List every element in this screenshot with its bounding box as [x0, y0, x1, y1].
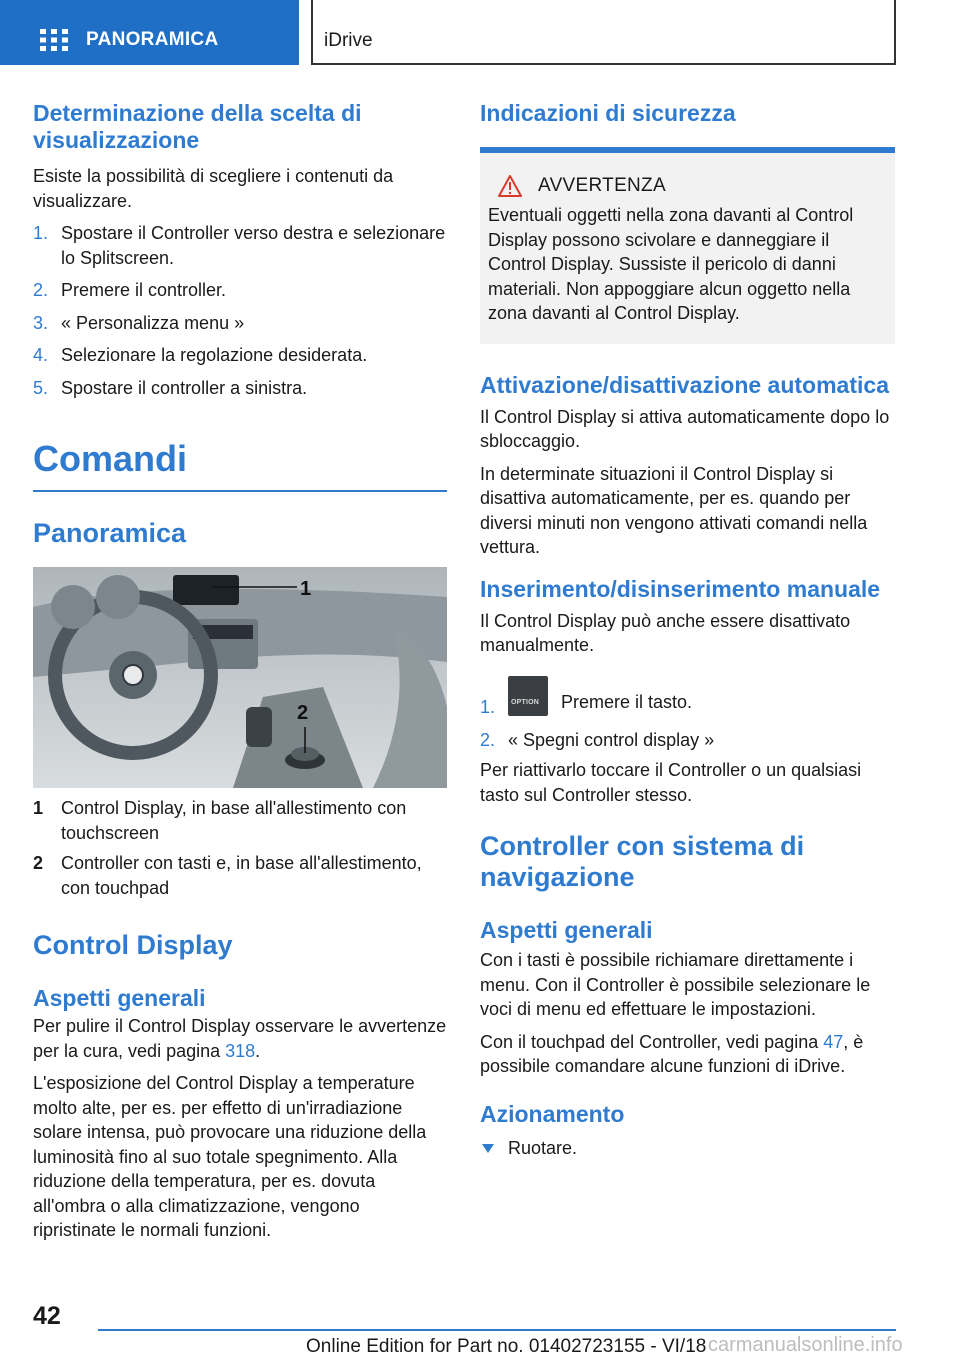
manual-paragraph-2: Per riattivarlo toccare il Controller o un qualsiasi tasto sul Controller stesso. — [480, 760, 862, 805]
callout-2: 2 — [297, 702, 309, 724]
section-title-display-choice: Determinazione della scelta di visualizzazione — [33, 100, 362, 153]
nav-subtitle: Aspetti generali — [480, 917, 653, 943]
left-column — [33, 100, 447, 1243]
display-choice-steps — [33, 221, 447, 400]
safety-title: Indicazioni di sicurezza — [480, 100, 736, 126]
chapter-divider — [33, 490, 447, 492]
auto-paragraph-2: In determinate situazioni il Control Display si disattiva automaticamente, per es. quando per diversi minuti non vengono attivati comandi nella vettura. — [480, 463, 868, 557]
manual-title: Inserimento/disinserimento manuale — [480, 575, 881, 602]
control-display-paragraph-1: Per pulire il Control Display osservare le avvertenze per la cura, vedi pagina 318. — [33, 1016, 447, 1061]
triangle-bullet-icon — [482, 1144, 494, 1153]
warning-box — [480, 147, 895, 344]
list-item: 4. Selezionare la regolazione desiderata. — [33, 345, 368, 365]
edition-text: Online Edition for Part no. 01402723155 - VI/18 — [306, 1336, 707, 1357]
chapter-title: Comandi — [33, 438, 188, 479]
page-link-47[interactable]: 47 — [823, 1031, 844, 1052]
azionamento-title: Azionamento — [480, 1100, 625, 1127]
manual-step-1: 1. OPTION Premere il tasto. — [480, 680, 895, 724]
warning-triangle-icon — [498, 175, 522, 197]
list-item: 5. Spostare il controller a sinistra. — [33, 377, 308, 398]
list-item: Ruotare. — [480, 1136, 895, 1161]
display-choice-intro: Esiste la possibilità di scegliere i contenuti da visualizzare. — [33, 166, 394, 211]
control-display-subtitle: Aspetti generali — [33, 985, 206, 1011]
warning-label: AVVERTENZA — [538, 175, 666, 196]
warning-text: Eventuali oggetti nella zona davanti al Control Display possono scivolare e danneggiare il Control Display. Sussiste il pericolo di danni materiali. Non appoggiare alcun oggetto nella zona davanti al Control Display. — [488, 205, 854, 323]
callout-1: 1 — [300, 578, 312, 600]
right-column — [480, 100, 895, 1160]
list-item: 2 Controller con tasti e, in base all'allestimento, con touchpad — [33, 853, 422, 898]
cockpit-illustration — [33, 567, 447, 788]
page-link-318[interactable]: 318 — [225, 1040, 256, 1061]
section-label: PANORAMICA — [86, 29, 219, 50]
watermark: carmanualsonline.info — [708, 1334, 903, 1356]
control-display-title: Control Display — [33, 930, 233, 960]
nav-paragraph-1: Con i tasti è possibile richiamare direttamente i menu. Con il Controller è possibile selezionare le voci di menu ed effettuare le impostazioni. — [480, 950, 871, 1019]
grid-icon — [40, 29, 68, 51]
nav-paragraph-2: Con il touchpad del Controller, vedi pagina 47, è possibile comandare alcune funzioni di iDrive. — [480, 1031, 864, 1076]
list-item: 1 Control Display, in base all'allestimento con touchscreen — [33, 798, 407, 843]
option-key-icon: OPTION — [508, 676, 548, 716]
auto-title: Attivazione/disattivazione automatica — [480, 371, 889, 398]
header-section-tab[interactable] — [0, 0, 299, 65]
footer-divider — [98, 1329, 896, 1331]
warning-header — [488, 175, 887, 197]
control-display-paragraph-2: L'esposizione del Control Display a temperature molto alte, per es. per effetto di un'irradiazione solare intensa, può provocare una riduzione della luminosità fino al suo totale spegnimento. Alla riduzione della temperatura, per es. dovuta all'ombra o alla climatizzazione, vengono ripristinate le normali funzioni. — [33, 1073, 427, 1240]
chapter-label: iDrive — [324, 30, 373, 51]
cockpit-photo — [33, 567, 447, 788]
list-item: 2. Premere il controller. — [33, 280, 227, 300]
manual-paragraph-1: Il Control Display può anche essere disattivato manualmente. — [480, 610, 851, 655]
photo-legend — [33, 796, 447, 900]
chapter-tab — [311, 0, 896, 65]
manual-step-2: 2. « Spegni control display » — [480, 729, 715, 750]
page-number: 42 — [33, 1302, 61, 1330]
auto-paragraph-1: Il Control Display si attiva automaticamente dopo lo sbloccaggio. — [480, 406, 890, 451]
list-item: 3. « Personalizza menu » — [33, 312, 245, 333]
panoramica-title: Panoramica — [33, 518, 187, 548]
list-item: 1. Spostare il Controller verso destra e selezionare lo Splitscreen. — [33, 223, 446, 268]
nav-title: Controller con sistema di navigazione — [480, 831, 805, 892]
